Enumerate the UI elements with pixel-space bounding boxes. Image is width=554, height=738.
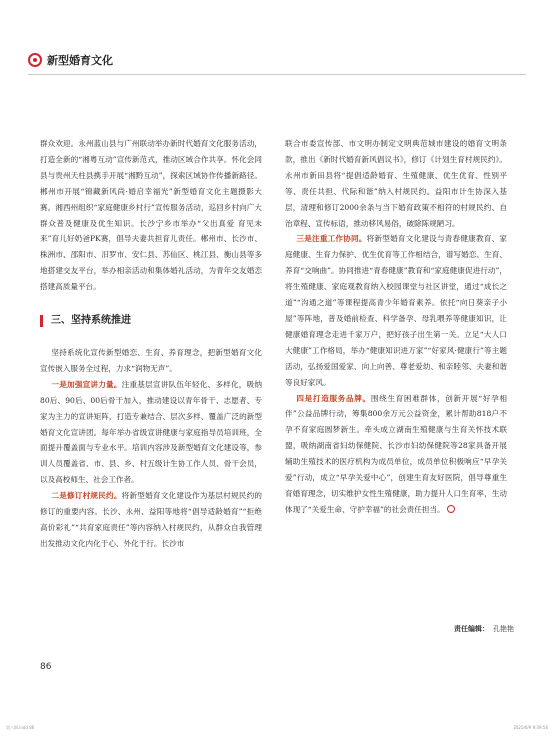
- paragraph-text: 将新型婚育文化建设作为基层村规民约的修订的重要内容。长沙、永州、益阳等地将“倡导适龄婚育”“拒绝高价彩礼”“共育家庭责任”等内容纳入村规民约，从群众自我管理出发推动文化内化于心、外化于行。长沙市: [40, 491, 263, 548]
- paragraph: 坚持系统化宣传新型婚恋、生育、养育理念，把新型婚育文化宣传嵌入服务全过程，力求“润物无声”。: [40, 347, 262, 373]
- paragraph-keyword: 三是注重工作协同。: [296, 234, 367, 244]
- paragraph-text: 围绕生育困难群体，创新开展“好孕相伴”公益品牌行动，筹集800余万元公益资金，累计帮助818户不孕不育家庭圆梦新生。牵头成立湖南生殖健康与生育关怀技术联盟，吸纳湖南省妇幼保健院、长沙市妇幼保健院等28家具备开展辅助生殖技术的医疗机构为成员单位，成员单位积极响应“早孕关爱”行动，成立“早孕关爱中心”，创建生育友好医院，倡导尊重生育婚育理念，切实维护女性生殖健康，助力提升人口生育率，生动体现了“关爱生命、守护幸福”的社会责任担当。: [285, 393, 507, 514]
- paragraph-keyword: 二是修订村规民约。: [51, 491, 122, 501]
- paragraph: 联合市委宣传部、市文明办制定文明典范城市建设的婚育文明条款，推出《新时代婚育新风倡议书》，修订《计划生育村规民约》。永州市新田县将“提倡适龄婚育、生殖健康、优生优育、性别平等、责任共担、代际和谐”纳入村规民约。益阳市计生协深入基层，清理和修订2000余条与当下婚育政策不相符的村规民约、自治章程、宣传标语，推动移风易俗，破除陈规陋习。: [285, 139, 507, 228]
- left-column: [40, 136, 262, 552]
- paragraph-keyword: 四是打造服务品牌。: [296, 393, 371, 403]
- heading-bar-icon: [40, 315, 43, 327]
- right-column: [285, 136, 507, 518]
- paragraph-text: 将新型婚育文化建设与青春健康教育、家庭健康、生育力保护、优生优育等工作相结合，谱写婚恋、生育、养育“交响曲”。协同推进“青春健康”教育和“家庭健康促进行动”，将生殖健康、家庭观教育纳入校园课堂与社区讲堂，通过“成长之道”“沟通之道”等课程提高青少年婚育素养。依托“向日葵亲子小屋”等阵地，普及婚前检查、科学备孕、母乳喂养等健康知识，让健康婚育理念走进千家万户，把好孩子出生第一关。立足“大人口 大健康”工作格局，举办“健康知识进万家”“好家风·健康行”等主题活动，弘扬爱国爱家、向上向善、尊老爱幼、和亲睦邻、夫妻和谐等良好家风。: [285, 234, 508, 387]
- paragraph-text: 注重基层宣讲队伍年轻化、多样化，吸纳80后、90后、00后骨干加入，推动建设以青年骨干、志愿者、专家为主力的宣讲矩阵，打造专兼结合、层次多样、覆盖广泛的新型婚育文化宣讲团。每年举办省级宣讲健康与家庭指导员培训班，全面提升覆盖面与专业水平。培训内容涉及新型婚育文化建设等，参训人员覆盖省、市、县、乡、村五级计生协工作人员、骨干会员，以及高校师生、社会工作者。: [40, 379, 263, 485]
- magazine-logo-icon: [28, 53, 42, 67]
- section-heading: [40, 313, 262, 329]
- print-slug-timestamp: 2025/6/9 9:39:56: [513, 725, 548, 730]
- paragraph: [40, 488, 262, 552]
- paragraph-keyword: 一是加强宣讲力量。: [51, 379, 122, 389]
- paragraph: [285, 231, 507, 390]
- section-title: 新型婚育文化: [47, 54, 113, 67]
- page-number: 86: [40, 662, 52, 672]
- paragraph: [285, 391, 507, 518]
- editor-name: 孔艳艳: [493, 625, 514, 633]
- paragraph: 群众欢迎。永州蓝山县与广州联动举办新时代婚育文化服务活动，打造全新的“湘粤互动”宣传新范式，推动区域合作共享。怀化会同县与贵州天柱县携手开展“湘黔互动”，探索区域协作传播新路径。郴州市开展“锦藏新风尚·婚启幸福光”新型婚育文化主题摄影大赛。湘西州组织“家庭健康乡村行”宣传服务活动，巡回乡村向广大群众普及健康及优生知识。长沙宁乡市举办“父出真爱 育见未来”育儿好奶爸PK赛，倡导夫妻共担育儿责任。郴州市、长沙市、株洲市、邵阳市、汨罗市、安仁县、苏仙区、桃江县、衡山县等多地搭建交友平台，举办相亲活动和集体婚礼活动，为青年交友婚恋搭建高质量平台。: [40, 139, 262, 292]
- section-heading-text: 三、坚持系统推进: [51, 315, 131, 327]
- editor-label: 责任编辑：: [454, 624, 489, 633]
- section-header: [28, 50, 113, 70]
- paragraph: [40, 377, 262, 488]
- header-divider: [28, 74, 526, 75]
- print-slug-file: 第六期.indd 86: [6, 725, 35, 730]
- article-end-icon: [447, 505, 455, 513]
- editor-credit: [454, 624, 514, 634]
